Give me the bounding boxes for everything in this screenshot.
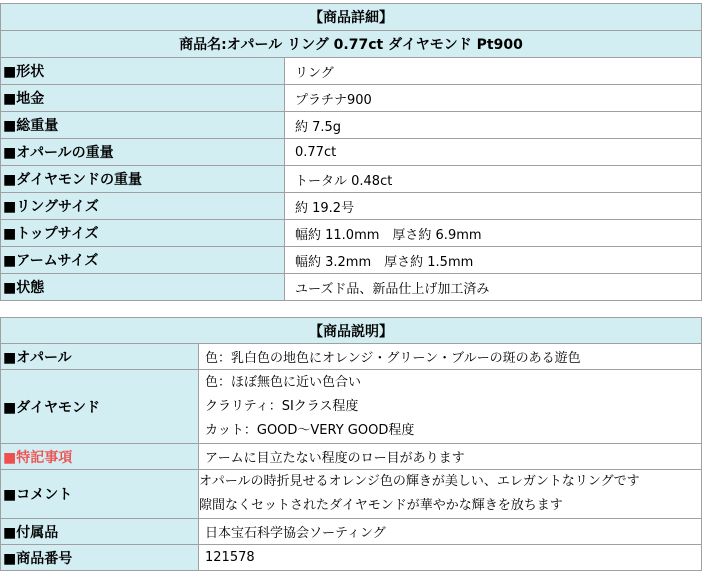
diamond-label: ■ダイヤモンド — [1, 370, 199, 444]
product-number-value: 121578 — [199, 545, 702, 571]
diamond-weight-label: ■ダイヤモンドの重量 — [1, 166, 285, 193]
comment-line-1: オパールの時折見せるオレンジ色の輝きが美しい、エレガントなリングです — [199, 474, 640, 489]
product-detail-table — [0, 3, 702, 301]
shape-value: リング — [285, 58, 702, 85]
diamond-cut-line: カット：GOOD～VERY GOOD程度 — [205, 422, 415, 438]
opal-value: 色：乳白色の地色にオレンジ・グリーン・ブルーの斑のある遊色 — [199, 344, 702, 370]
metal-label: ■地金 — [1, 85, 285, 112]
arm-size-value: 幅約 3.2mm 厚さ約 1.5mm — [285, 247, 702, 274]
comment-line-2: 隙間なくセットされたダイヤモンドが華やかな輝きを放ちます — [199, 498, 563, 513]
diamond-weight-value: トータル 0.48ct — [285, 166, 702, 193]
opal-weight-label: ■オパールの重量 — [1, 139, 285, 166]
accessories-value: 日本宝石科学協会ソーティング — [199, 519, 702, 545]
product-name: 商品名:オパール リング 0.77ct ダイヤモンド Pt900 — [1, 31, 702, 58]
metal-value: プラチナ900 — [285, 85, 702, 112]
product-description-table — [0, 317, 702, 571]
opal-weight-value: 0.77ct — [285, 139, 702, 166]
condition-label: ■状態 — [1, 274, 285, 301]
product-number-label: ■商品番号 — [1, 545, 199, 571]
total-weight-label: ■総重量 — [1, 112, 285, 139]
description-title: 【商品説明】 — [1, 318, 702, 344]
shape-label: ■形状 — [1, 58, 285, 85]
ring-size-value: 約 19.2号 — [285, 193, 702, 220]
total-weight-value: 約 7.5g — [285, 112, 702, 139]
detail-title: 【商品詳細】 — [1, 4, 702, 31]
top-size-label: ■トップサイズ — [1, 220, 285, 247]
diamond-clarity-line: クラリティ：SIクラス程度 — [205, 398, 359, 414]
arm-size-label: ■アームサイズ — [1, 247, 285, 274]
top-size-value: 幅約 11.0mm 厚さ約 6.9mm — [285, 220, 702, 247]
comment-value — [199, 470, 702, 519]
accessories-label: ■付属品 — [1, 519, 199, 545]
comment-label: ■コメント — [1, 470, 199, 519]
special-notes-label: ■特記事項 — [1, 444, 199, 470]
diamond-value — [199, 370, 702, 444]
diamond-color-line: 色：ほぼ無色に近い色合い — [205, 374, 362, 390]
ring-size-label: ■リングサイズ — [1, 193, 285, 220]
opal-label: ■オパール — [1, 344, 199, 370]
condition-value: ユーズド品、新品仕上げ加工済み — [285, 274, 702, 301]
special-notes-value: アームに目立たない程度のロー目があります — [199, 444, 702, 470]
